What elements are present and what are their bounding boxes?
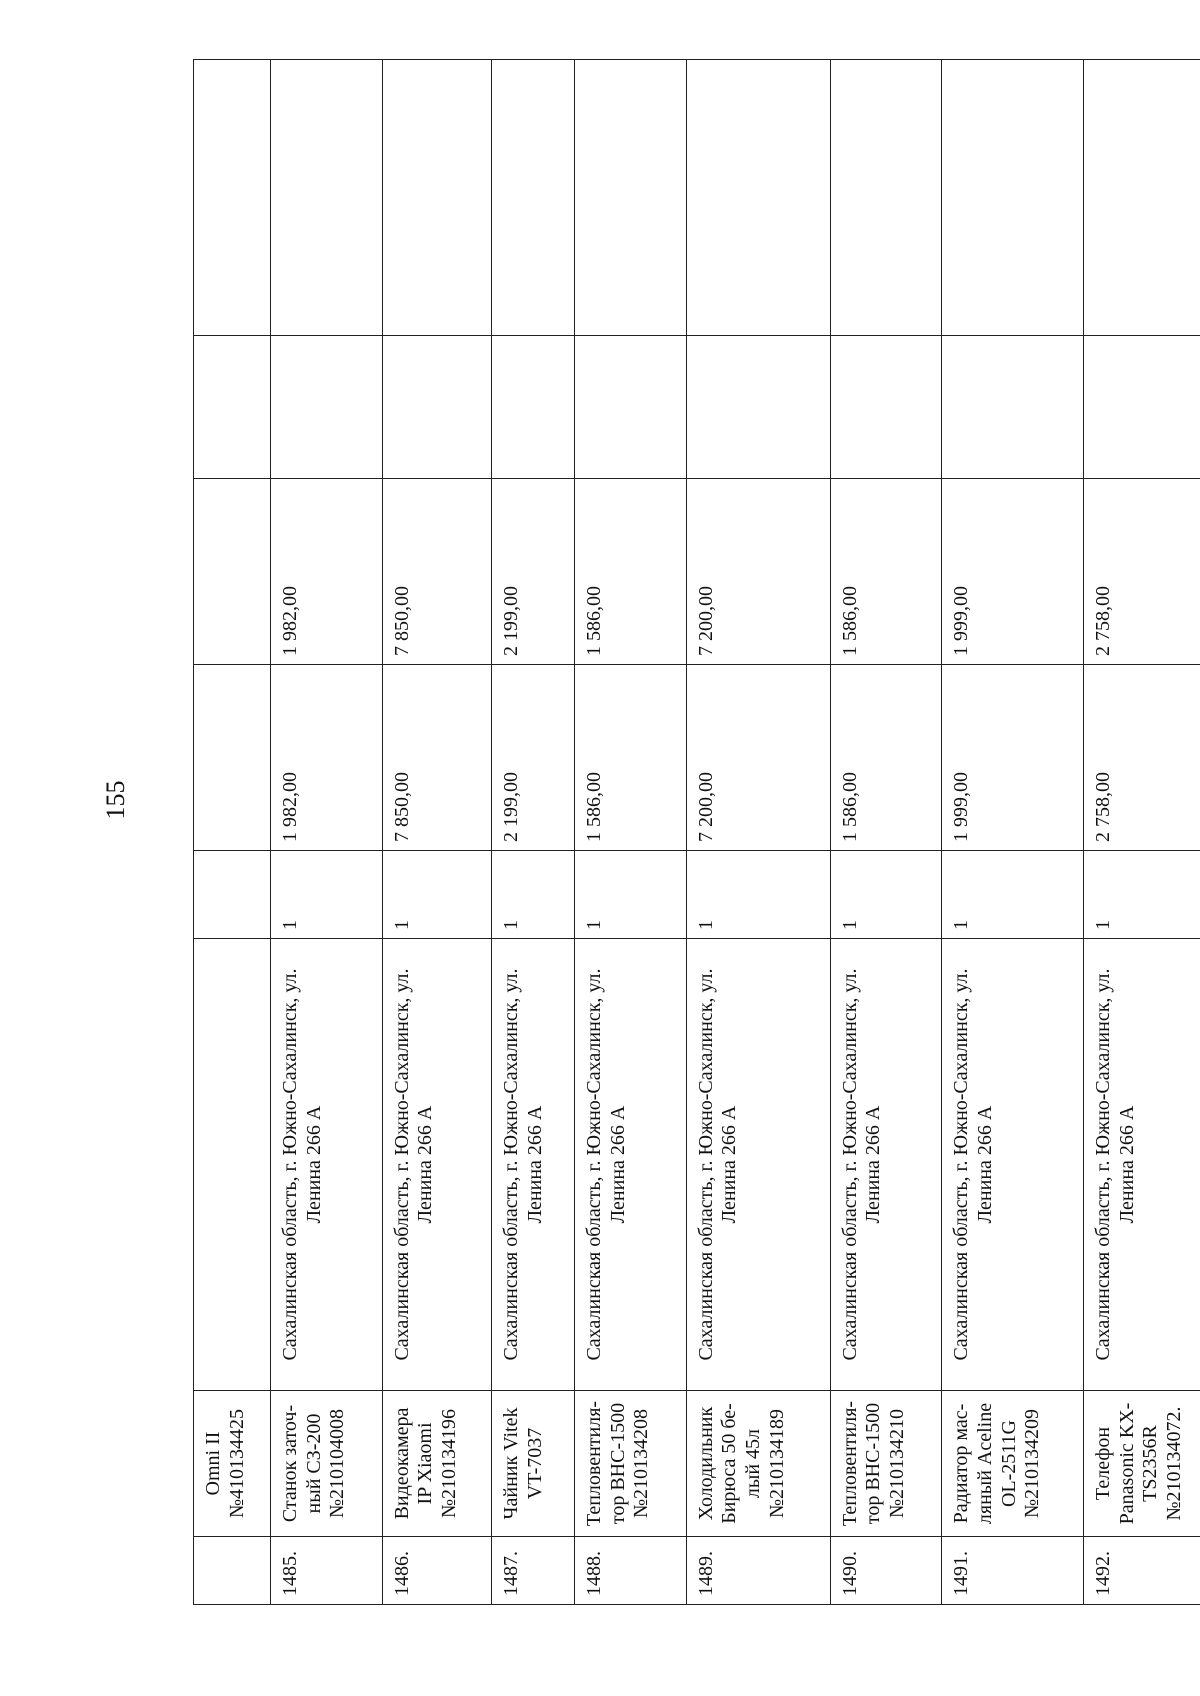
cell-sum: 7 850,00 xyxy=(382,479,491,665)
table-row xyxy=(830,60,942,1605)
cell-item-name: Холодильник Бирюса 50 бе-лый 45л №210134189 xyxy=(686,1391,830,1537)
cell-item-name: Тепловентиля-тор ВНС-1500 №210134208 xyxy=(575,1391,687,1537)
cell-item-name: Чайник Vitek VT-7037 xyxy=(492,1391,575,1537)
cell-address: Сахалинская область, г. Южно-Сахалинск, ул. Ленина 266 А xyxy=(686,939,830,1391)
cell-quantity: 1 xyxy=(1084,851,1200,939)
cell-index: 1486. xyxy=(382,1537,491,1605)
cell-extra-2 xyxy=(382,60,491,336)
cell-extra-2 xyxy=(194,60,271,336)
cell-price: 7 850,00 xyxy=(382,665,491,851)
cell-index: 1492. xyxy=(1084,1537,1200,1605)
cell-price: 1 982,00 xyxy=(271,665,383,851)
cell-extra-1 xyxy=(830,336,942,479)
cell-sum: 1 586,00 xyxy=(830,479,942,665)
cell-extra-1 xyxy=(271,336,383,479)
cell-extra-1 xyxy=(686,336,830,479)
cell-price: 2 758,00 xyxy=(1084,665,1200,851)
cell-quantity: 1 xyxy=(271,851,383,939)
cell-item-name: Видеокамера IP Xiaomi №210134196 xyxy=(382,1391,491,1537)
table-row xyxy=(686,60,830,1605)
cell-sum: 1 586,00 xyxy=(575,479,687,665)
cell-quantity: 1 xyxy=(382,851,491,939)
cell-address: Сахалинская область, г. Южно-Сахалинск, ул. Ленина 266 А xyxy=(942,939,1084,1391)
table-row xyxy=(271,60,383,1605)
cell-index xyxy=(194,1537,271,1605)
cell-index: 1488. xyxy=(575,1537,687,1605)
cell-index: 1487. xyxy=(492,1537,575,1605)
table-row xyxy=(1084,60,1200,1605)
cell-extra-2 xyxy=(686,60,830,336)
cell-item-name: Тепловентиля-тор ВНС-1500 №210134210 xyxy=(830,1391,942,1537)
cell-index: 1491. xyxy=(942,1537,1084,1605)
cell-address: Сахалинская область, г. Южно-Сахалинск, ул. Ленина 266 А xyxy=(271,939,383,1391)
table-row-continuation xyxy=(194,60,271,1605)
cell-item-name: Станок заточ-ный СЗ-200 №210104008 xyxy=(271,1391,383,1537)
cell-item-name: Радиатор мас-ляный Aceline OL-2511G №210134209 xyxy=(942,1391,1084,1537)
cell-price xyxy=(194,665,271,851)
cell-sum: 1 982,00 xyxy=(271,479,383,665)
cell-extra-1 xyxy=(575,336,687,479)
cell-address xyxy=(194,939,271,1391)
table-row xyxy=(942,60,1084,1605)
cell-extra-1 xyxy=(382,336,491,479)
cell-price: 7 200,00 xyxy=(686,665,830,851)
table-row xyxy=(575,60,687,1605)
cell-sum: 7 200,00 xyxy=(686,479,830,665)
cell-extra-2 xyxy=(1084,60,1200,336)
cell-address: Сахалинская область, г. Южно-Сахалинск, ул. Ленина 266 А xyxy=(382,939,491,1391)
cell-extra-1 xyxy=(942,336,1084,479)
inventory-table xyxy=(193,59,1200,1605)
cell-price: 1 999,00 xyxy=(942,665,1084,851)
cell-extra-2 xyxy=(942,60,1084,336)
cell-extra-2 xyxy=(271,60,383,336)
cell-quantity: 1 xyxy=(942,851,1084,939)
cell-price: 1 586,00 xyxy=(575,665,687,851)
cell-item-name: Omni II №410134425 xyxy=(194,1391,271,1537)
cell-index: 1490. xyxy=(830,1537,942,1605)
cell-sum: 2 758,00 xyxy=(1084,479,1200,665)
cell-extra-2 xyxy=(830,60,942,336)
cell-price: 2 199,00 xyxy=(492,665,575,851)
cell-address: Сахалинская область, г. Южно-Сахалинск, ул. Ленина 266 А xyxy=(492,939,575,1391)
cell-index: 1489. xyxy=(686,1537,830,1605)
page-number: 155 xyxy=(101,780,130,820)
cell-sum: 2 199,00 xyxy=(492,479,575,665)
table-row xyxy=(492,60,575,1605)
cell-sum xyxy=(194,479,271,665)
cell-quantity: 1 xyxy=(492,851,575,939)
cell-address: Сахалинская область, г. Южно-Сахалинск, ул. Ленина 266 А xyxy=(1084,939,1200,1391)
cell-price: 1 586,00 xyxy=(830,665,942,851)
table-row xyxy=(382,60,491,1605)
cell-extra-1 xyxy=(492,336,575,479)
cell-address: Сахалинская область, г. Южно-Сахалинск, ул. Ленина 266 А xyxy=(830,939,942,1391)
cell-extra-2 xyxy=(575,60,687,336)
cell-extra-2 xyxy=(492,60,575,336)
cell-extra-1 xyxy=(194,336,271,479)
cell-item-name: Телефон Panasonic KX-TS2356R №210134072. xyxy=(1084,1391,1200,1537)
cell-address: Сахалинская область, г. Южно-Сахалинск, ул. Ленина 266 А xyxy=(575,939,687,1391)
inventory-table-rotated xyxy=(193,60,1200,1605)
cell-sum: 1 999,00 xyxy=(942,479,1084,665)
cell-quantity: 1 xyxy=(830,851,942,939)
cell-extra-1 xyxy=(1084,336,1200,479)
cell-quantity: 1 xyxy=(575,851,687,939)
cell-quantity: 1 xyxy=(686,851,830,939)
cell-quantity xyxy=(194,851,271,939)
cell-index: 1485. xyxy=(271,1537,383,1605)
